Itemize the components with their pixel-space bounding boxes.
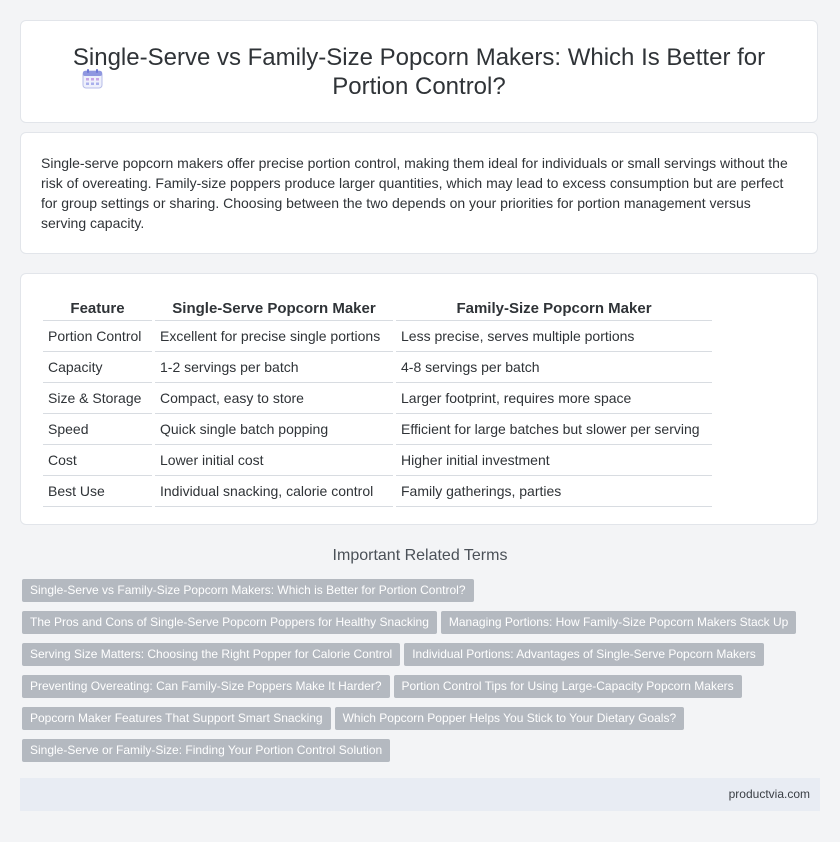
table-row <box>43 352 712 383</box>
table-row <box>43 414 712 445</box>
table-cell: Best Use <box>43 476 154 507</box>
table-cell: Lower initial cost <box>154 445 395 476</box>
table-cell: 4-8 servings per batch <box>395 352 713 383</box>
intro-paragraph: Single-serve popcorn makers offer precise portion control, making them ideal for individuals or small servings without the risk of overeating. Family-size poppers produce larger quantities, which may lead to excess consumption but are perfect for group settings or sharing. Choosing between the two depends on your priorities for portion management versus serving capacity. <box>41 155 788 231</box>
related-term-link[interactable]: Preventing Overeating: Can Family-Size Poppers Make It Harder? <box>22 675 390 698</box>
table-cell: Larger footprint, requires more space <box>395 383 713 414</box>
column-header: Family-Size Popcorn Maker <box>395 294 713 321</box>
table-cell: Higher initial investment <box>395 445 713 476</box>
table-cell: Efficient for large batches but slower per serving <box>395 414 713 445</box>
footer-bar <box>20 778 820 811</box>
table-cell: Less precise, serves multiple portions <box>395 321 713 352</box>
related-term-link[interactable]: Single-Serve vs Family-Size Popcorn Makers: Which is Better for Portion Control? <box>22 579 474 602</box>
related-term-link[interactable]: Single-Serve or Family-Size: Finding Your Portion Control Solution <box>22 739 390 762</box>
table-header-row <box>43 294 712 321</box>
table-row <box>43 476 712 507</box>
related-terms-list <box>22 579 812 771</box>
table-cell: Individual snacking, calorie control <box>154 476 395 507</box>
intro-card <box>20 132 818 254</box>
comparison-table <box>43 294 712 507</box>
related-term-link[interactable]: Popcorn Maker Features That Support Smart Snacking <box>22 707 331 730</box>
comparison-card <box>20 273 818 525</box>
column-header: Single-Serve Popcorn Maker <box>154 294 395 321</box>
table-cell: 1-2 servings per batch <box>154 352 395 383</box>
table-cell: Excellent for precise single portions <box>154 321 395 352</box>
table-cell: Quick single batch popping <box>154 414 395 445</box>
table-cell: Speed <box>43 414 154 445</box>
table-cell: Portion Control <box>43 321 154 352</box>
related-term-link[interactable]: Which Popcorn Popper Helps You Stick to Your Dietary Goals? <box>335 707 685 730</box>
site-link[interactable]: productvia.com <box>728 787 810 801</box>
column-header: Feature <box>43 294 154 321</box>
table-row <box>43 445 712 476</box>
related-term-link[interactable]: Individual Portions: Advantages of Single-Serve Popcorn Makers <box>404 643 764 666</box>
related-term-link[interactable]: The Pros and Cons of Single-Serve Popcorn Poppers for Healthy Snacking <box>22 611 437 634</box>
table-cell: Size & Storage <box>43 383 154 414</box>
table-cell: Capacity <box>43 352 154 383</box>
related-term-link[interactable]: Portion Control Tips for Using Large-Capacity Popcorn Makers <box>394 675 742 698</box>
table-cell: Family gatherings, parties <box>395 476 713 507</box>
table-cell: Cost <box>43 445 154 476</box>
related-terms-heading: Important Related Terms <box>332 547 508 564</box>
page-title: Single-Serve vs Family-Size Popcorn Makers: Which Is Better for Portion Control? <box>72 44 766 100</box>
title-card <box>20 20 818 123</box>
related-term-link[interactable]: Managing Portions: How Family-Size Popcorn Makers Stack Up <box>441 611 796 634</box>
table-row <box>43 383 712 414</box>
table-cell: Compact, easy to store <box>154 383 395 414</box>
related-term-link[interactable]: Serving Size Matters: Choosing the Right Popper for Calorie Control <box>22 643 400 666</box>
table-row <box>43 321 712 352</box>
